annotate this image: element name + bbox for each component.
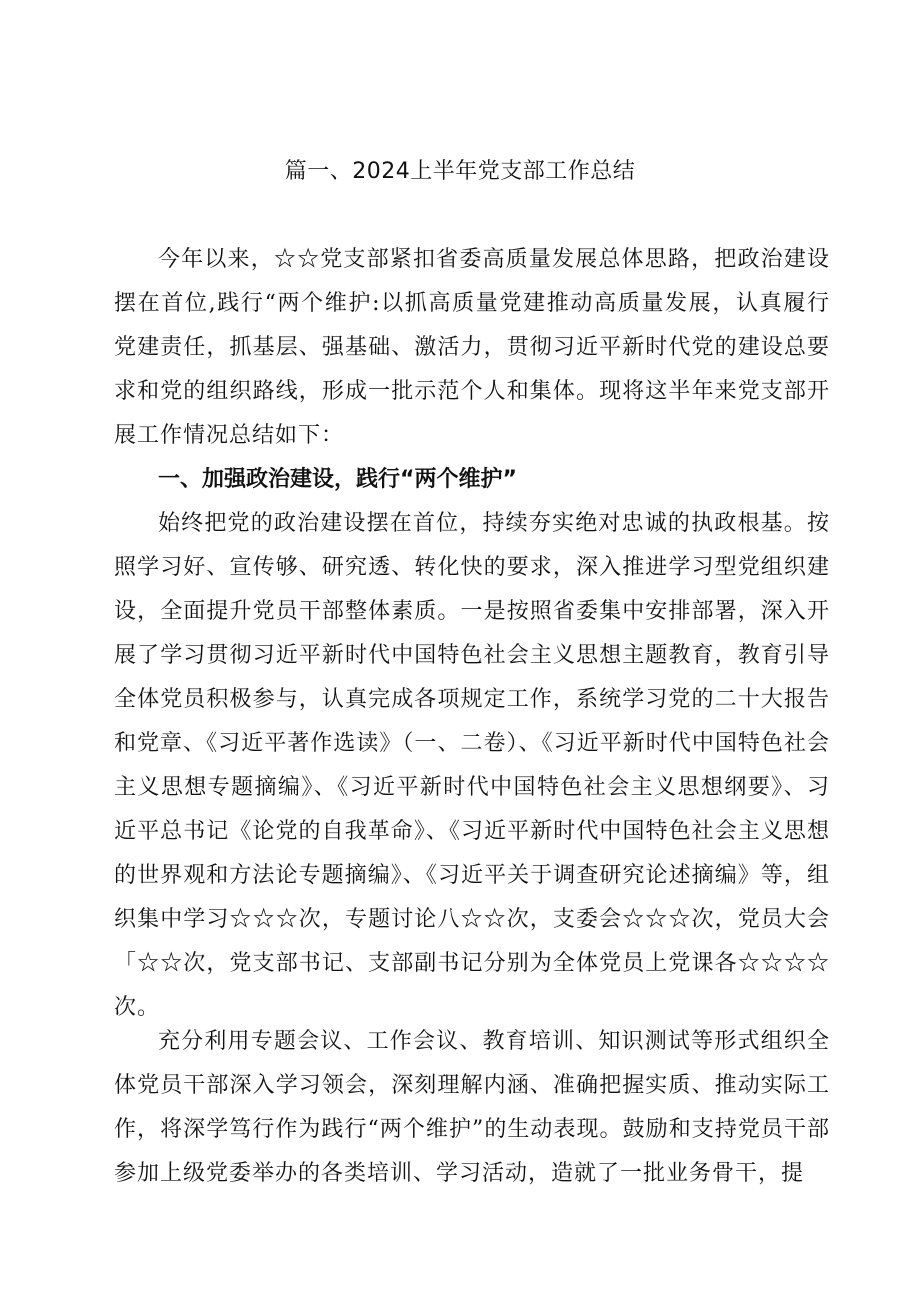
section1-paragraph-1: 始终把党的政治建设摆在首位，持续夯实绝对忠诚的执政根基。按照学习好、宣传够、研究透、转化快的要求，深入推进学习型党组织建设，全面提升党员干部整体素质。一是按照省委集中安排部署，深入开展了学习贯彻习近平新时代中国特色社会主义思想主题教育，教育引导全体党员积极参与，认真完成各项规定工作，系统学习党的二十大报告和党章、《习近平著作选读》（一、二卷）、《习近平新时代中国特色社会主义思想专题摘编》、《习近平新时代中国特色社会主义思想纲要》、习近平总书记《论党的自我革命》、《习近平新时代中国特色社会主义思想的世界观和方法论专题摘编》、《习近平关于调查研究论述摘编》等，组织集中学习☆☆☆次，专题讨论八☆☆次，支委会☆☆☆次，党员大会「☆☆次，党支部书记、支部副书记分别为全体党员上党课各☆☆☆☆次。 [114, 511, 830, 1020]
intro-paragraph: 今年以来，☆☆党支部紧扣省委高质量发展总体思路，把政治建设摆在首位,践行“两个维护:以抓高质量党建推动高质量发展，认真履行党建责任，抓基层、强基础、激活力，贯彻习近平新时代党的建设总要求和党的组织路线，形成一批示范个人和集体。现将这半年来党支部开展工作情况总结如下： [114, 247, 830, 448]
section-heading-1: 一、加强政治建设，践行“两个维护” [158, 467, 517, 492]
section1-paragraph-2: 充分利用专题会议、工作会议、教育培训、知识测试等形式组织全体党员干部深入学习领会，深刻理解内涵、准确把握实质、推动实际工作，将深学笃行作为践行“两个维护”的生动表现。鼓励和支持党员干部参加上级党委举办的各类培训、学习活动，造就了一批业务骨干，提 [114, 1029, 830, 1186]
document-title: 篇一、2024上半年党支部工作总结 [284, 159, 636, 184]
